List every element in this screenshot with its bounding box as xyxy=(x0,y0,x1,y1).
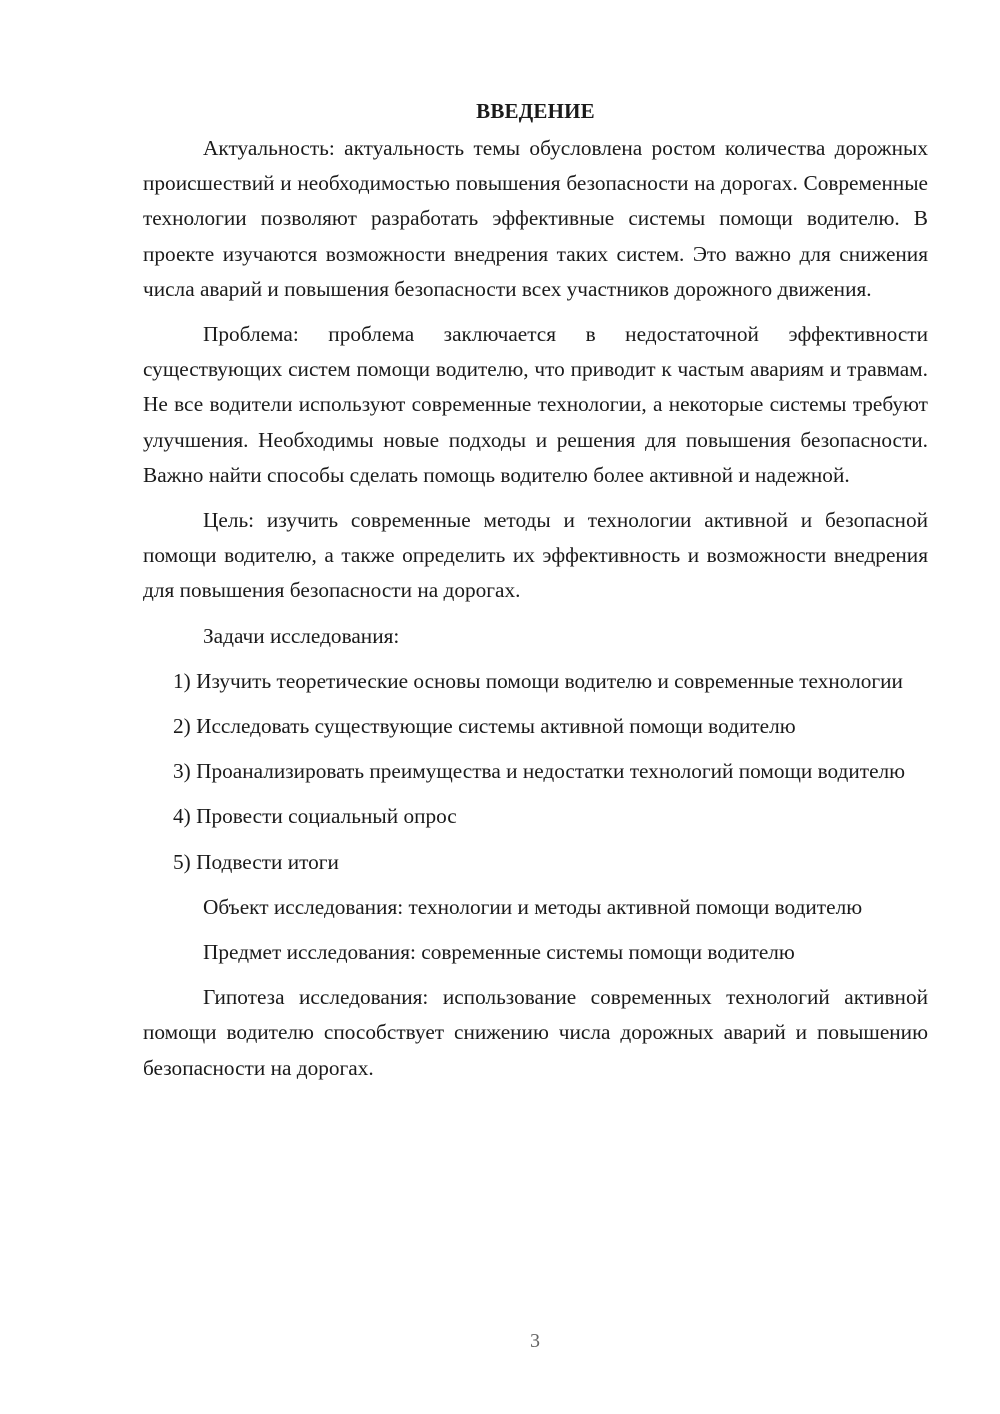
paragraph-subject: Предмет исследования: современные системы помощи водителю xyxy=(203,940,795,965)
paragraph-hypothesis: Гипотеза исследования: использование современных технологий активной помощи водителю способствует снижению числа дорожных аварий и повышению безопасности на дорогах. xyxy=(143,985,928,1080)
document-page xyxy=(143,94,928,1096)
paragraph-problem: Проблема: проблема заключается в недостаточной эффективности существующих систем помощи водителю, что приводит к частым авариям и травмам. Не все водители используют современные технологии, а некоторые системы требуют улучшения. Необходимы новые подходы и решения для повышения безопасности. Важно найти способы сделать помощь водителю более активной и надежной. xyxy=(143,322,928,487)
task-item-1: 1) Изучить теоретические основы помощи водителю и современные технологии xyxy=(173,668,903,693)
paragraph-object: Объект исследования: технологии и методы активной помощи водителю xyxy=(203,894,863,919)
page-number: 3 xyxy=(530,1330,540,1352)
paragraph-goal: Цель: изучить современные методы и технологии активной и безопасной помощи водителю, а также определить их эффективность и возможности внедрения для повышения безопасности на дорогах. xyxy=(143,508,928,603)
task-item-2: 2) Исследовать существующие системы активной помощи водителю xyxy=(173,714,796,739)
task-item-5: 5) Подвести итоги xyxy=(173,849,339,874)
paragraph-relevance: Актуальность: актуальность темы обусловлена ростом количества дорожных происшествий и необходимостью повышения безопасности на дорогах. Современные технологии позволяют разработать эффективные системы помощи водителю. В проекте изучаются возможности внедрения таких систем. Это важно для снижения числа аварий и повышения безопасности всех участников дорожного движения. xyxy=(143,136,928,301)
task-item-3: 3) Проанализировать преимущества и недостатки технологий помощи водителю xyxy=(173,759,906,784)
task-item-4: 4) Провести социальный опрос xyxy=(173,804,457,829)
page-title: ВВЕДЕНИЕ xyxy=(476,99,595,123)
paragraph-tasks-heading: Задачи исследования: xyxy=(203,623,400,648)
